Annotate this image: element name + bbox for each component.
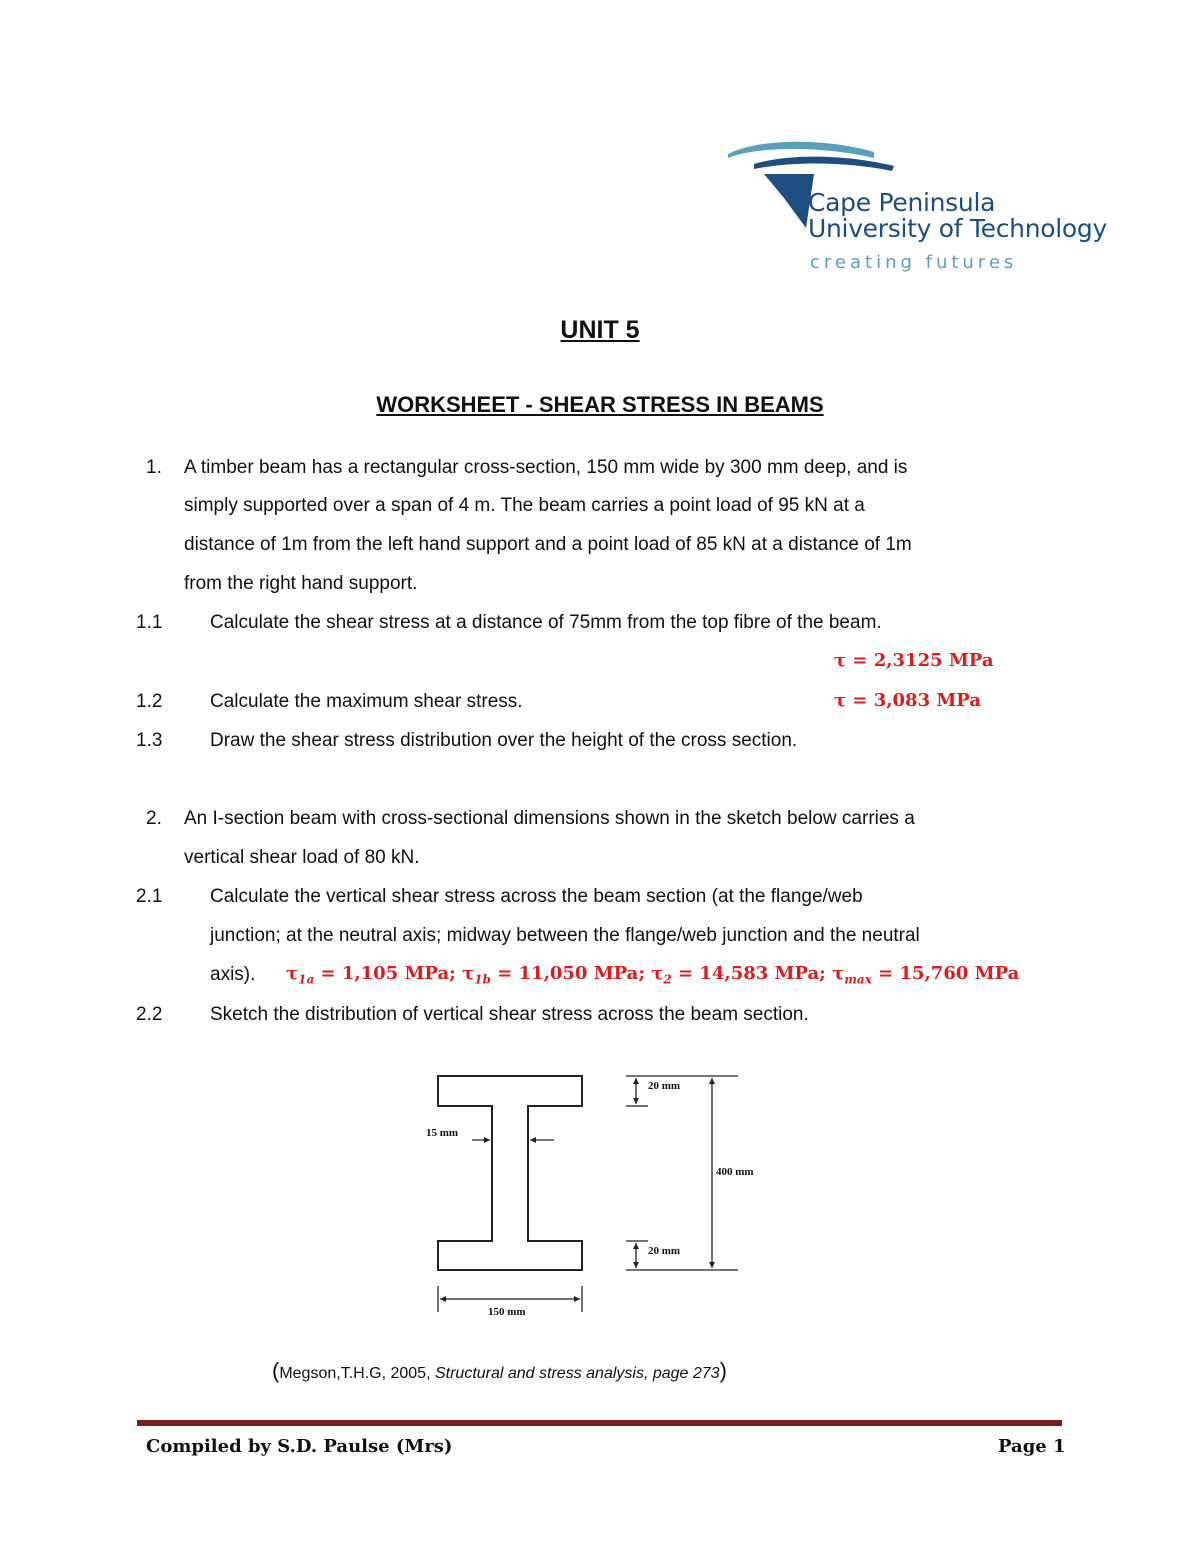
part-number: 1.2 <box>136 691 163 712</box>
i-beam-outline <box>438 1076 582 1270</box>
question-number: 1. <box>146 457 162 478</box>
part-text: Calculate the maximum shear stress. <box>210 691 523 712</box>
question-number: 2. <box>146 808 162 829</box>
part-text: Sketch the distribution of vertical shear stress across the beam section. <box>210 1004 809 1025</box>
part-text: Calculate the shear stress at a distance of 75mm from the top fibre of the beam. <box>210 612 882 633</box>
footer-rule <box>137 1420 1062 1426</box>
width-label: 150 mm <box>488 1306 526 1318</box>
worksheet-subtitle: WORKSHEET - SHEAR STRESS IN BEAMS <box>376 392 824 417</box>
question-line: vertical shear load of 80 kN. <box>184 847 420 868</box>
page-number: Page 1 <box>998 1436 1066 1457</box>
part-number: 1.3 <box>136 730 163 751</box>
part-text: Calculate the vertical shear stress across the beam section (at the flange/web <box>210 886 863 907</box>
web-thickness-label: 15 mm <box>426 1127 459 1139</box>
part-text: junction; at the neutral axis; midway between the flange/web junction and the neutral <box>210 925 920 946</box>
part-text: Draw the shear stress distribution over the height of the cross section. <box>210 730 798 751</box>
question-line: A timber beam has a rectangular cross-section, 150 mm wide by 300 mm deep, and is <box>184 457 908 478</box>
question-line: distance of 1m from the left hand support and a point load of 85 kN at a distance of 1m <box>184 534 912 555</box>
logo-line2: University of Technology <box>808 214 1107 243</box>
part-number: 2.1 <box>136 886 163 907</box>
logo-line1: Cape Peninsula <box>808 188 996 217</box>
question-line: from the right hand support. <box>184 573 418 594</box>
depth-label: 400 mm <box>716 1166 754 1178</box>
question-line: simply supported over a span of 4 m. The beam carries a point load of 95 kN at a <box>184 495 865 516</box>
part-number: 2.2 <box>136 1004 163 1025</box>
question-line: An I-section beam with cross-sectional dimensions shown in the sketch below carries a <box>184 808 915 829</box>
bottom-flange-label: 20 mm <box>648 1245 681 1257</box>
part-text: axis). <box>210 964 256 985</box>
answers-2-1: $\tau_{1a} = 1,105$ MPa; $\tau_{1b} = 11,050$ MPa; $\tau_2 = 14,583$ MPa; $\tau_{max} = 15,760$ MPa <box>286 963 1020 987</box>
answer-1-1: τ = 2,3125 MPa <box>834 650 994 671</box>
part-number: 1.1 <box>136 612 163 633</box>
answer-1-2: τ = 3,083 MPa <box>834 690 981 711</box>
i-section-figure <box>400 1060 780 1330</box>
figure-citation: (Megson,T.H.G, 2005, Structural and stress analysis, page 273) <box>272 1358 727 1383</box>
footer-author: Compiled by S.D. Paulse (Mrs) <box>146 1436 453 1457</box>
page-title: UNIT 5 <box>560 316 640 344</box>
logo-tagline: creating futures <box>810 252 1018 273</box>
top-flange-label: 20 mm <box>648 1080 681 1092</box>
